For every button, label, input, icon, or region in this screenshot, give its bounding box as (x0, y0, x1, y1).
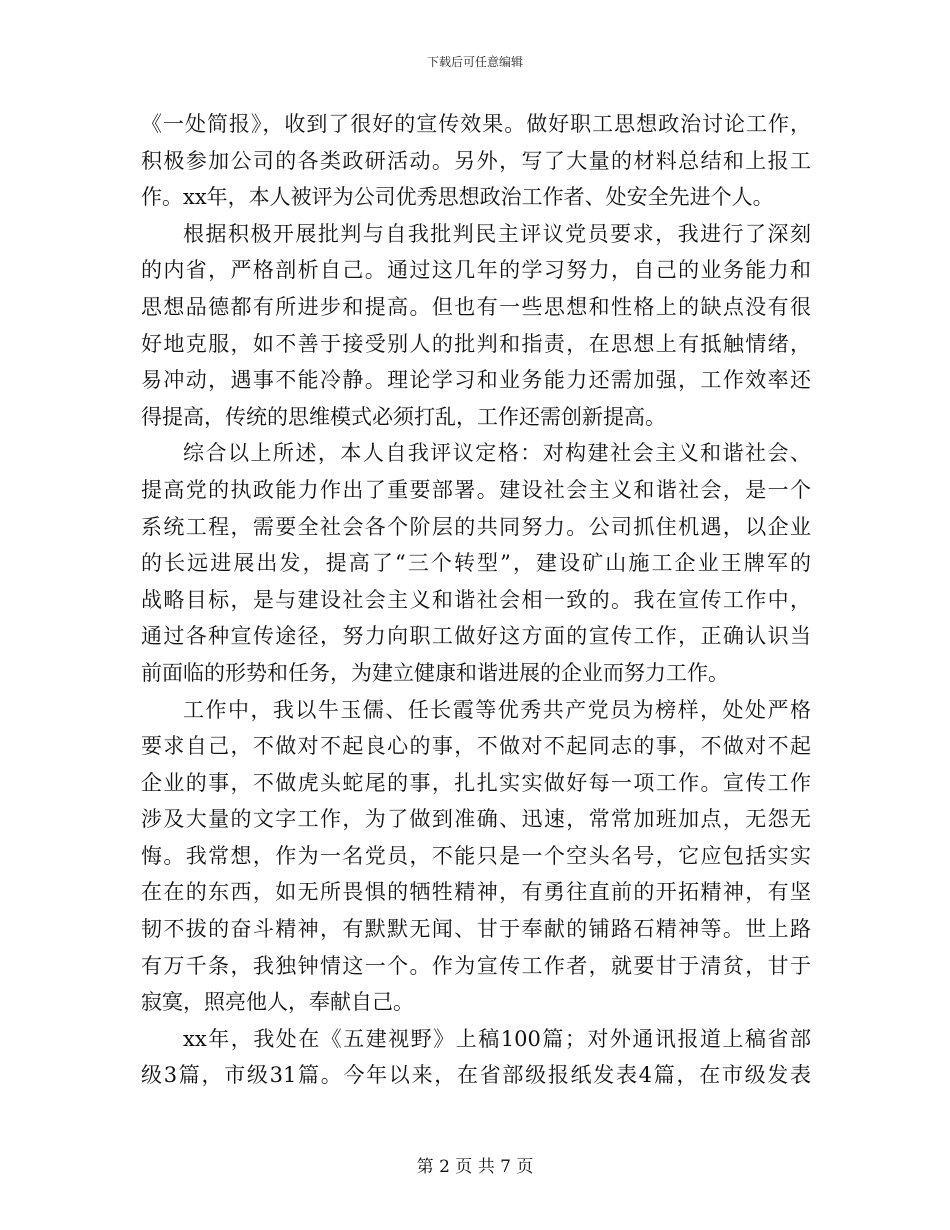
text-line: 易冲动，遇事不能冷静。理论学习和业务能力还需加强，工作效率还 (141, 368, 811, 393)
text-line: 要求自己，不做对不起良心的事，不做对不起同志的事，不做对不起 (141, 734, 811, 759)
text-line: 作。xx年，本人被评为公司优秀思想政治工作者、处安全先进个人。 (141, 185, 774, 210)
text-line: 韧不拔的奋斗精神，有默默无闻、甘于奉献的铺路石精神等。世上路 (141, 917, 811, 942)
text-line: 积极参加公司的各类政研活动。另外，写了大量的材料总结和上报工 (141, 148, 811, 173)
text-line: 《一处简报》，收到了很好的宣传效果。做好职工思想政治讨论工作， (141, 112, 811, 136)
text-line: xx年，我处在《五建视野》上稿100篇；对外通讯报道上稿省部 (183, 1026, 811, 1051)
page-header: 下载后可任意编辑 (426, 55, 523, 69)
page-number-footer: 第 2 页 共 7 页 (416, 1157, 534, 1177)
document-body (141, 106, 811, 1094)
text-line: 涉及大量的文字工作，为了做到准确、迅速，常常加班加点，无怨无 (141, 807, 811, 832)
text-line: 好地克服，如不善于接受别人的批判和指责，在思想上有抵触情绪， (141, 331, 811, 356)
text-line: 工作中，我以牛玉儒、任长霞等优秀共产党员为榜样，处处严格 (183, 697, 811, 722)
text-line: 思想品德都有所进步和提高。但也有一些思想和性格上的缺点没有很 (141, 294, 811, 319)
text-line: 根据积极开展批判与自我批判民主评议党员要求，我进行了深刻 (183, 221, 811, 246)
text-line: 综合以上所述，本人自我评议定格：对构建社会主义和谐社会、 (183, 441, 811, 466)
text-line: 级3篇，市级31篇。今年以来，在省部级报纸发表4篇，在市级发表 (141, 1063, 811, 1088)
text-line: 企业的事，不做虎头蛇尾的事，扎扎实实做好每一项工作。宣传工作 (141, 770, 811, 795)
text-line: 系统工程，需要全社会各个阶层的共同努力。公司抓住机遇，以企业 (141, 514, 811, 539)
text-line: 前面临的形势和任务，为建立健康和谐进展的企业而努力工作。 (141, 660, 729, 685)
text-line: 悔。我常想，作为一名党员，不能只是一个空头名号，它应包括实实 (141, 843, 811, 868)
text-line: 在在的东西，如无所畏惧的牺牲精神，有勇往直前的开拓精神，有坚 (141, 880, 811, 905)
text-line: 提高党的执政能力作出了重要部署。建设社会主义和谐社会，是一个 (141, 477, 811, 502)
text-line: 的内省，严格剖析自己。通过这几年的学习努力，自己的业务能力和 (141, 258, 811, 283)
text-line: 得提高，传统的思维模式必须打乱，工作还需创新提高。 (141, 404, 666, 429)
text-line: 寂寞，照亮他人，奉献自己。 (141, 990, 414, 1015)
text-line: 战略目标，是与建设社会主义和谐社会相一致的。我在宣传工作中， (141, 587, 811, 612)
text-line: 有万千条，我独钟情这一个。作为宣传工作者，就要甘于清贫，甘于 (141, 953, 811, 978)
text-line: 通过各种宣传途径，努力向职工做好这方面的宣传工作，正确认识当 (141, 624, 811, 649)
text-line: 的长远进展出发，提高了“三个转型”，建设矿山施工企业王牌军的 (141, 551, 811, 576)
